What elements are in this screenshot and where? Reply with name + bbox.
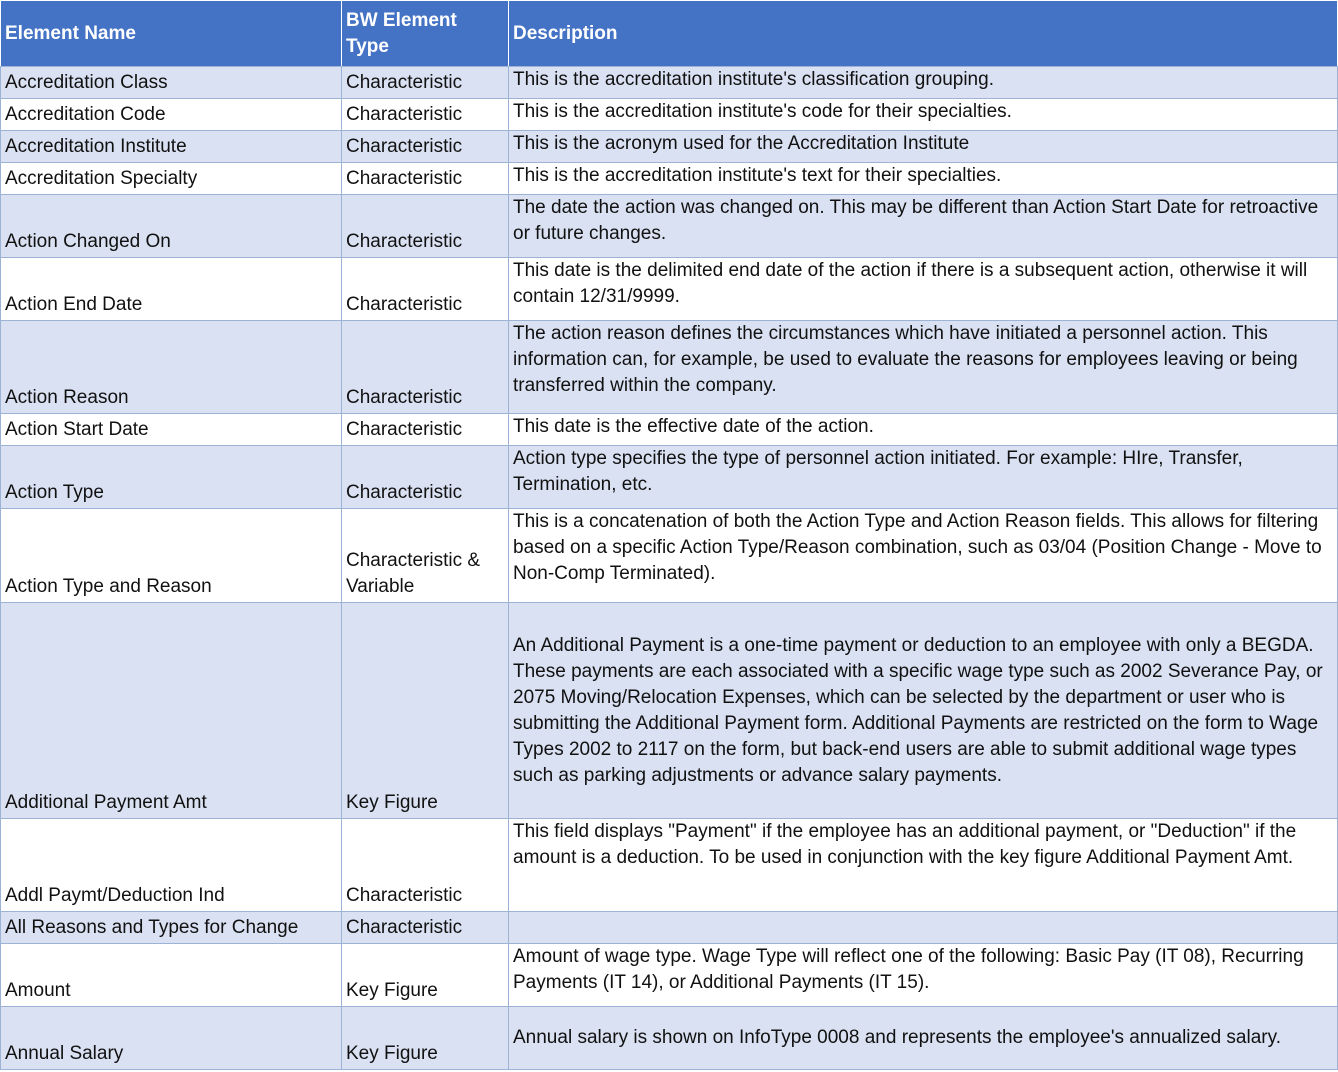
table-row	[1, 509, 1338, 603]
element-name-cell: Accreditation Code	[1, 99, 342, 131]
description-cell: This is the acronym used for the Accreditation Institute	[509, 131, 1338, 163]
element-type-cell: Key Figure	[342, 1007, 509, 1070]
element-type-cell: Characteristic	[342, 99, 509, 131]
table-row	[1, 99, 1338, 131]
element-name-cell: Action Reason	[1, 321, 342, 414]
table-row	[1, 944, 1338, 1007]
description-cell	[509, 912, 1338, 944]
description-cell: Amount of wage type. Wage Type will reflect one of the following: Basic Pay (IT 08), Recurring Payments (IT 14), or Additional Payments (IT 15).	[509, 944, 1338, 1007]
table-row	[1, 1007, 1338, 1070]
table-row	[1, 195, 1338, 258]
table-row	[1, 603, 1338, 819]
description-cell: The date the action was changed on. This may be different than Action Start Date for retroactive or future changes.	[509, 195, 1338, 258]
element-type-cell: Key Figure	[342, 603, 509, 819]
element-type-cell: Characteristic	[342, 912, 509, 944]
element-name-cell: Additional Payment Amt	[1, 603, 342, 819]
table-row	[1, 131, 1338, 163]
table-row	[1, 67, 1338, 99]
element-name-cell: Amount	[1, 944, 342, 1007]
element-type-cell: Characteristic	[342, 131, 509, 163]
element-name-cell: Action Type	[1, 446, 342, 509]
header-element-name: Element Name	[1, 1, 342, 67]
element-name-cell: Accreditation Institute	[1, 131, 342, 163]
description-cell: Action type specifies the type of personnel action initiated. For example: HIre, Transfer, Termination, etc.	[509, 446, 1338, 509]
header-description: Description	[509, 1, 1338, 67]
table-row	[1, 163, 1338, 195]
description-cell: An Additional Payment is a one-time payment or deduction to an employee with only a BEGDA. These payments are each associated with a specific wage type such as 2002 Severance Pay, or 2075 Moving/Relocation Expenses, which can be selected by the department or user who is submitting the Additional Payment form. Additional Payments are restricted on the form to Wage Types 2002 to 2117 on the form, but back-end users are able to submit additional wage types such as parking adjustments or advance salary payments.	[509, 603, 1338, 819]
table-row	[1, 258, 1338, 321]
header-row	[1, 1, 1338, 67]
description-cell: This is the accreditation institute's classification grouping.	[509, 67, 1338, 99]
element-name-cell: Action Changed On	[1, 195, 342, 258]
element-name-cell: Action Type and Reason	[1, 509, 342, 603]
description-cell: This is the accreditation institute's code for their specialties.	[509, 99, 1338, 131]
element-name-cell: Accreditation Specialty	[1, 163, 342, 195]
element-name-cell: Addl Paymt/Deduction Ind	[1, 819, 342, 912]
table-row	[1, 321, 1338, 414]
element-type-cell: Characteristic & Variable	[342, 509, 509, 603]
element-type-cell: Characteristic	[342, 163, 509, 195]
element-type-cell: Key Figure	[342, 944, 509, 1007]
description-cell: Annual salary is shown on InfoType 0008 and represents the employee's annualized salary.	[509, 1007, 1338, 1070]
element-type-cell: Characteristic	[342, 819, 509, 912]
description-cell: This date is the delimited end date of the action if there is a subsequent action, otherwise it will contain 12/31/9999.	[509, 258, 1338, 321]
element-type-cell: Characteristic	[342, 258, 509, 321]
table-row	[1, 414, 1338, 446]
element-name-cell: All Reasons and Types for Change	[1, 912, 342, 944]
description-cell: The action reason defines the circumstances which have initiated a personnel action. This information can, for example, be used to evaluate the reasons for employees leaving or being transferred within the company.	[509, 321, 1338, 414]
element-name-cell: Annual Salary	[1, 1007, 342, 1070]
description-cell: This is a concatenation of both the Action Type and Action Reason fields. This allows for filtering based on a specific Action Type/Reason combination, such as 03/04 (Position Change - Move to Non-Comp Terminated).	[509, 509, 1338, 603]
element-name-cell: Accreditation Class	[1, 67, 342, 99]
table-row	[1, 819, 1338, 912]
element-type-cell: Characteristic	[342, 67, 509, 99]
description-cell: This date is the effective date of the action.	[509, 414, 1338, 446]
element-type-cell: Characteristic	[342, 195, 509, 258]
element-type-cell: Characteristic	[342, 446, 509, 509]
element-name-cell: Action Start Date	[1, 414, 342, 446]
description-cell: This field displays "Payment" if the employee has an additional payment, or "Deduction" if the amount is a deduction. To be used in conjunction with the key figure Additional Payment Amt.	[509, 819, 1338, 912]
element-type-cell: Characteristic	[342, 321, 509, 414]
table-row	[1, 912, 1338, 944]
table-row	[1, 446, 1338, 509]
element-name-cell: Action End Date	[1, 258, 342, 321]
element-type-cell: Characteristic	[342, 414, 509, 446]
description-cell: This is the accreditation institute's text for their specialties.	[509, 163, 1338, 195]
header-bw-element-type: BW Element Type	[342, 1, 509, 67]
